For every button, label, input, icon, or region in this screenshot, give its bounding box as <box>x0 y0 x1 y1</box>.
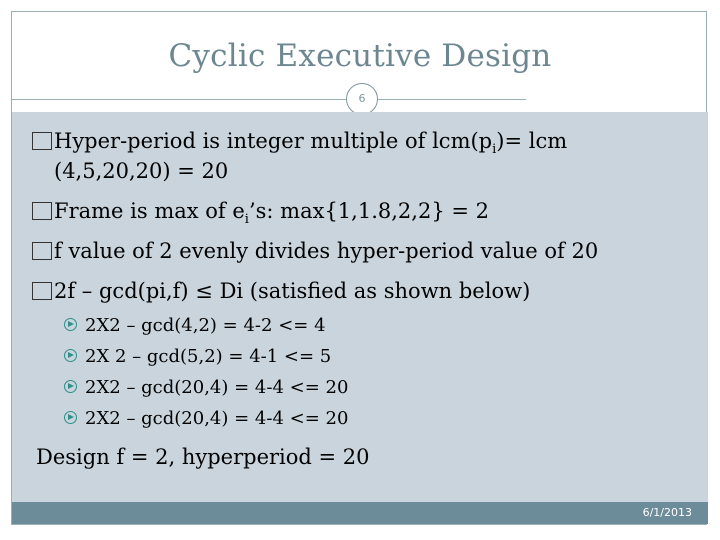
bullet-hyper-period-continued <box>54 156 228 186</box>
arrow-bullet-icon <box>64 349 77 362</box>
title-divider <box>12 99 526 100</box>
bullet-box-icon <box>32 132 52 150</box>
arrow-bullet-icon <box>64 318 77 331</box>
arrow-bullet-icon <box>64 380 77 393</box>
subscript: i <box>492 142 497 158</box>
slide-number-badge: 6 <box>346 83 378 115</box>
sub-bullet <box>64 344 331 370</box>
footer-bar <box>12 502 708 524</box>
bullet-text: 2f – gcd(pi,f) ≤ Di (satisfied as shown below) <box>54 279 531 303</box>
subscript: i <box>244 212 249 228</box>
bullet-text: f value of 2 evenly divides hyper-period value of 20 <box>54 239 599 263</box>
bullet-f-value <box>32 236 598 266</box>
sub-bullet-text: 2X2 – gcd(20,4) = 4-4 <= 20 <box>85 377 349 398</box>
sub-bullet-text: 2X 2 – gcd(5,2) = 4-1 <= 5 <box>85 346 332 367</box>
sub-bullet-text: 2X2 – gcd(4,2) = 4-2 <= 4 <box>85 315 326 336</box>
bullet-text: Hyper-period is integer multiple of lcm(p <box>54 129 493 153</box>
bullet-text: (4,5,20,20) = 20 <box>54 159 229 183</box>
arrow-bullet-icon <box>64 411 77 424</box>
design-summary: Design f = 2, hyperperiod = 20 <box>36 445 370 469</box>
footer-date: 6/1/2013 <box>642 506 692 519</box>
bullet-text: ’s: max{1,1.8,2,2} = 2 <box>248 199 489 223</box>
sub-bullet <box>64 375 348 401</box>
bullet-box-icon <box>32 202 52 220</box>
slide-title: Cyclic Executive Design <box>168 38 552 74</box>
bullet-text: Frame is max of e <box>54 199 245 223</box>
bullet-text: )= lcm <box>496 129 568 153</box>
bullet-box-icon <box>32 282 52 300</box>
sub-bullet-text: 2X2 – gcd(20,4) = 4-4 <= 20 <box>85 408 349 429</box>
content-area <box>12 112 708 502</box>
sub-bullet <box>64 313 326 339</box>
bullet-frame <box>32 196 489 235</box>
bullet-2f-gcd <box>32 276 530 306</box>
bullet-box-icon <box>32 242 52 260</box>
sub-bullet <box>64 406 348 432</box>
